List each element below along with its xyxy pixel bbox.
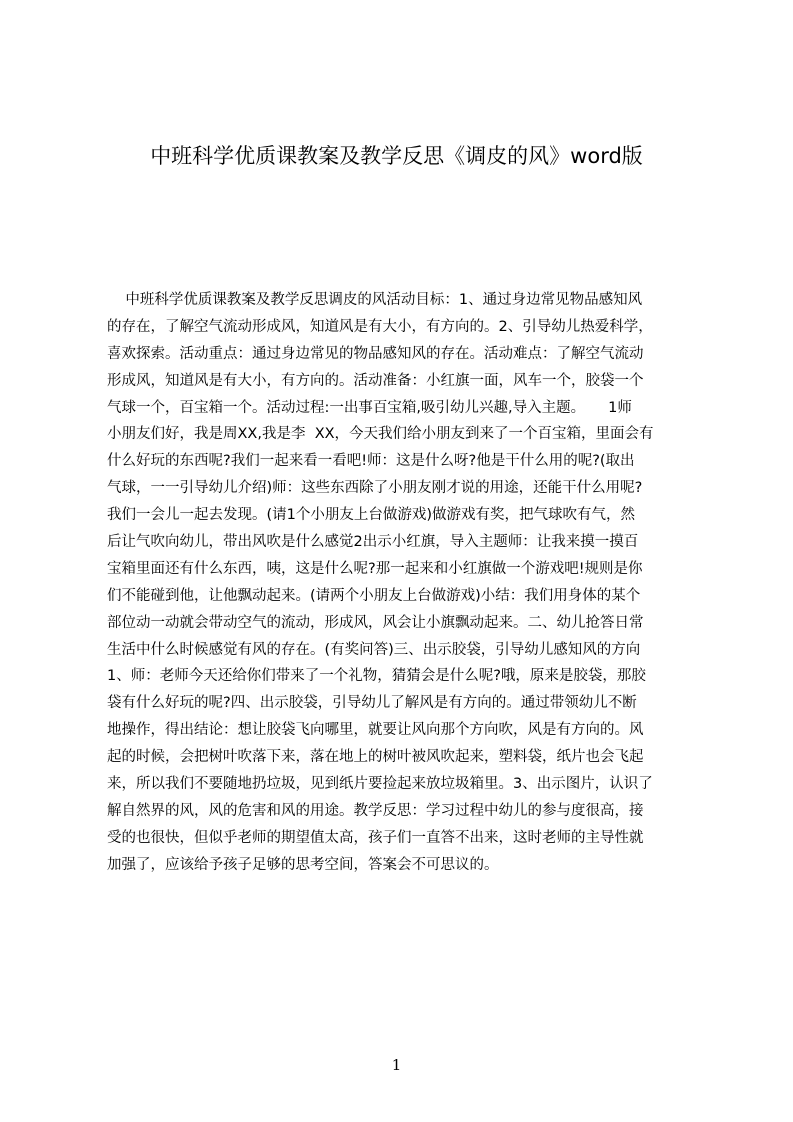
body-line: 地操作，得出结论：想让胶袋飞向哪里，就要让风向那个方向吹，风是有方向的。风: [107, 722, 644, 739]
body-line: 喜欢探索。活动重点：通过身边常见的物品感知风的存在。活动难点：了解空气流动: [107, 345, 644, 362]
document-body: [107, 287, 699, 879]
page-number: 1: [391, 1056, 402, 1074]
document-title: 中班科学优质课教案及教学反思《调皮的风》word版: [150, 144, 643, 168]
body-line: 袋有什么好玩的呢?四、出示胶袋，引导幼儿了解风是有方向的。通过带领幼儿不断: [107, 695, 637, 712]
body-line: 受的也很快，但似乎老师的期望值太高，孩子们一直答不出来，这时老师的主导性就: [107, 829, 644, 846]
body-line: 小朋友们好，我是周XX,我是李 XX，今天我们给小朋友到来了一个百宝箱，里面会有: [107, 426, 654, 443]
body-line: 气球，一一引导幼儿介绍)师：这些东西除了小朋友刚才说的用途，还能干什么用呢?: [107, 480, 643, 497]
body-line: 中班科学优质课教案及教学反思调皮的风活动目标：1、通过身边常见物品感知风: [107, 292, 643, 308]
body-line: 起的时候，会把树叶吹落下来，落在地上的树叶被风吹起来，塑料袋，纸片也会飞起: [107, 749, 644, 766]
body-line: 宝箱里面还有什么东西，咦，这是什么呢?那一起来和小红旗做一个游戏吧!规则是你: [107, 560, 643, 577]
body-line: 生活中什么时候感觉有风的存在。(有奖问答)三、出示胶袋，引导幼儿感知风的方向: [107, 641, 641, 658]
body-line: 我们一会儿一起去发现。(请1个小朋友上台做游戏)做游戏有奖，把气球吹有气，然: [107, 507, 636, 524]
body-line: 1、师：老师今天还给你们带来了一个礼物，猜猜会是什么呢?哦，原来是胶袋，那胶: [107, 668, 646, 685]
body-line: 来，所以我们不要随地扔垃圾，见到纸片要捡起来放垃圾箱里。3、出示图片，认识了: [107, 776, 653, 793]
body-line: 部位动一动就会带动空气的流动，形成风，风会让小旗飘动起来。二、幼儿抢答日常: [107, 614, 644, 631]
body-line: 加强了，应该给予孩子足够的思考空间，答案会不可思议的。: [107, 856, 499, 873]
body-line: 形成风，知道风是有大小，有方向的。活动准备：小红旗一面，风车一个，胶袋一个: [107, 372, 644, 389]
body-line: 什么好玩的东西呢?我们一起来看一看吧!师：这是什么呀?他是干什么用的呢?(取出: [107, 453, 635, 470]
body-line: 的存在，了解空气流动形成风，知道风是有大小，有方向的。2、引导幼儿热爱科学，: [107, 318, 653, 335]
body-line: 们不能碰到他，让他飘动起来。(请两个小朋友上台做游戏)小结：我们用身体的某个: [107, 587, 641, 604]
body-line: 后让气吹向幼儿，带出风吹是什么感觉2出示小红旗，导入主题师：让我来摸一摸百: [107, 534, 639, 551]
body-line: 解自然界的风，风的危害和风的用途。教学反思：学习过程中幼儿的参与度很高，接: [107, 802, 644, 819]
body-line: 气球一个，百宝箱一个。活动过程:一出事百宝箱,吸引幼儿兴趣,导入主题。 1师: [107, 399, 632, 416]
